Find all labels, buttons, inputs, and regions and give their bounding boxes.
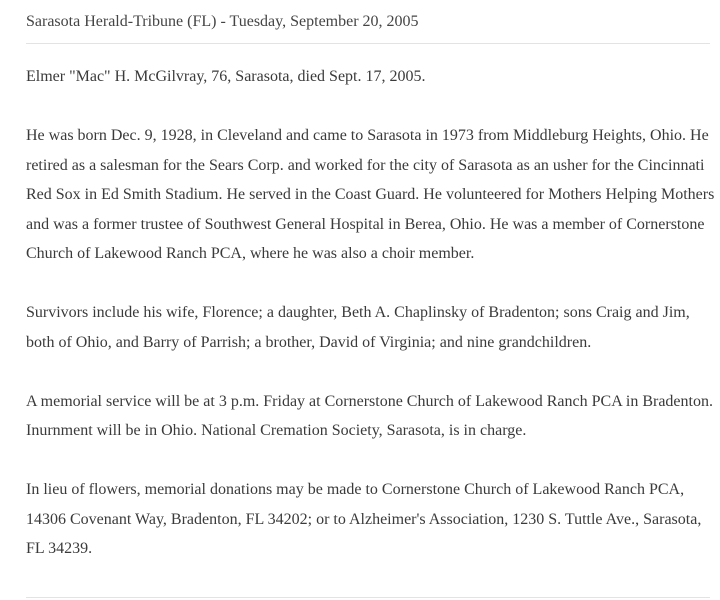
obituary-paragraph-service: A memorial service will be at 3 p.m. Friday at Cornerstone Church of Lakewood Ranch PCA in Bradenton. Inurnment will be in Ohio. National Cremation Society, Sarasota, is in charge. [26, 392, 713, 439]
source-publication-line: Sarasota Herald-Tribune (FL) - Tuesday, September 20, 2005 [26, 13, 419, 30]
obituary-paragraph-biography: He was born Dec. 9, 1928, in Cleveland and came to Sarasota in 1973 from Middleburg Heights, Ohio. He retired as a salesman for the Sears Corp. and worked for the city of Sarasota as an usher for the Cincinnati Red Sox in Ed Smith Stadium. He served in the Coast Guard. He volunteered for Mothers Helping Mothers and was a former trustee of Southwest General Hospital in Berea, Ohio. He was a member of Cornerstone Church of Lakewood Ranch PCA, where he was also a choir member. [26, 127, 715, 262]
obituary-article [26, 62, 716, 564]
obituary-headline: Elmer "Mac" H. McGilvray, 76, Sarasota, died Sept. 17, 2005. [26, 68, 426, 85]
header-divider [26, 43, 710, 44]
footer-divider [26, 597, 710, 598]
obituary-paragraph-donations: In lieu of flowers, memorial donations may be made to Cornerstone Church of Lakewood Ranch PCA, 14306 Covenant Way, Bradenton, FL 34202; or to Alzheimer's Association, 1230 S. Tuttle Ave., Sarasota, FL 34239. [26, 481, 702, 557]
obituary-paragraph-survivors: Survivors include his wife, Florence; a daughter, Beth A. Chaplinsky of Bradenton; sons Craig and Jim, both of Ohio, and Barry of Parrish; a brother, David of Virginia; and nine grandchildren. [26, 304, 690, 351]
